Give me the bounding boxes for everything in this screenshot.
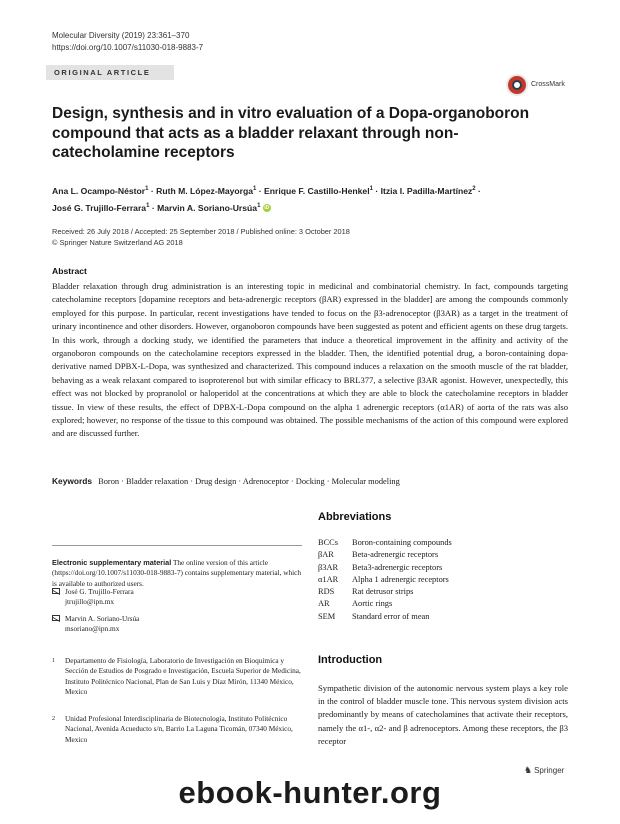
crossmark-icon-inner	[512, 80, 522, 90]
author-separator: ·	[258, 185, 262, 196]
author-separator: ·	[478, 185, 481, 196]
author-name[interactable]: Marvin A. Soriano-Ursúa	[157, 202, 258, 213]
abbreviation-row	[318, 562, 452, 574]
abbreviation-row	[318, 537, 452, 549]
abbreviation-definition: Rat detrusor strips	[352, 587, 414, 597]
contact-email[interactable]: jtrujillo@ipn.mx	[65, 597, 115, 607]
author-list	[52, 182, 572, 216]
abbreviation-term: βAR	[318, 550, 334, 560]
abbreviations-table	[318, 537, 452, 623]
abbreviation-term: α1AR	[318, 574, 339, 584]
author-affil-marker: 1	[253, 186, 257, 192]
abbreviation-term: AR	[318, 599, 330, 609]
orcid-icon[interactable]: iD	[264, 205, 270, 212]
author-line-2	[52, 199, 572, 216]
author-affil-marker: 1	[257, 202, 261, 209]
keywords-text: Boron · Bladder relaxation · Drug design · Adrenoceptor · Docking · Molecular modeling	[98, 477, 400, 486]
abbreviation-definition: Beta-adrenergic receptors	[352, 550, 439, 560]
copyright-line: © Springer Nature Switzerland AG 2018	[52, 238, 183, 247]
abbreviations-heading: Abbreviations	[318, 511, 392, 523]
crossmark-label: CrossMark	[531, 81, 565, 88]
corresponding-author	[52, 587, 302, 608]
journal-header	[52, 30, 203, 54]
journal-citation: Molecular Diversity (2019) 23:361–370	[52, 31, 190, 40]
author-separator: ·	[375, 185, 379, 196]
contact-name: Marvin A. Soriano-Ursúa	[65, 614, 140, 623]
abbreviation-row	[318, 611, 452, 623]
abstract-heading: Abstract	[52, 266, 87, 276]
watermark: ebook-hunter.org	[178, 775, 442, 810]
author-name[interactable]: Ana L. Ocampo-Néstor	[52, 185, 146, 196]
author-name[interactable]: Itzia I. Padilla-Martínez	[380, 185, 473, 196]
author-affil-marker: 1	[369, 186, 373, 192]
article-title: Design, synthesis and in vitro evaluation of a Dopa-organoboron compound that acts as a bladder relaxant through non-catecholamine receptors	[52, 105, 530, 161]
crossmark-badge[interactable]	[506, 72, 586, 100]
affiliation-text: Departamento de Fisiología, Laboratorio de Investigación en Bioquímica y Sección de Estudios de Posgrado e Investigación, Escuela Superior de Medicina, Instituto Politécnico Nacional, Plan de San Luis y Díaz Mirón, 11340 México, Mexico	[65, 656, 301, 697]
footnote-divider	[52, 545, 302, 546]
abbreviation-definition: Alpha 1 adrenergic receptors	[352, 574, 449, 584]
abbreviation-row	[318, 549, 452, 561]
date-history: Received: 26 July 2018 / Accepted: 25 September 2018 / Published online: 3 October 2018	[52, 227, 350, 236]
envelope-icon	[52, 588, 60, 594]
keywords-line	[52, 475, 568, 488]
supplementary-text: The online version of this article (https://doi.org/10.1007/s11030-018-9883-7) contains supplementary material, which is available to authorized users.	[52, 558, 302, 588]
supplementary-label: Electronic supplementary material	[52, 558, 172, 567]
author-affil-marker: 2	[472, 186, 476, 192]
abbreviation-definition: Beta3-adrenergic receptors	[352, 562, 443, 572]
author-separator: ·	[151, 202, 155, 213]
affiliation	[52, 656, 302, 698]
keywords-label: Keywords	[52, 476, 93, 486]
author-line-1	[52, 182, 572, 199]
affiliation-number: 2	[52, 716, 55, 722]
author-affil-marker: 1	[146, 202, 150, 209]
author-name[interactable]: José G. Trujillo-Ferrara	[52, 202, 147, 213]
abbreviation-term: RDS	[318, 587, 335, 597]
publisher-name: Springer	[534, 766, 565, 775]
supplementary-note	[52, 558, 302, 589]
publication-dates	[52, 226, 350, 248]
abbreviation-term: SEM	[318, 611, 336, 621]
author-name[interactable]: Ruth M. López-Mayorga	[156, 185, 254, 196]
contact-name: José G. Trujillo-Ferrara	[65, 587, 134, 596]
abbreviation-definition: Aortic rings	[352, 599, 393, 609]
abbreviation-term: BCCs	[318, 538, 339, 547]
author-affil-marker: 1	[145, 186, 149, 192]
author-separator: ·	[150, 185, 154, 196]
abbreviation-row	[318, 574, 452, 586]
abbreviation-definition: Boron-containing compounds	[352, 538, 452, 547]
affiliation-text: Unidad Profesional Interdisciplinaria de Biotecnología, Instituto Politécnico Nacional, Avenida Acueducto s/n, Barrio La Laguna Ticomán, 07340 México, Mexico	[65, 714, 293, 744]
introduction-heading: Introduction	[318, 654, 383, 666]
author-name[interactable]: Enrique F. Castillo-Henkel	[264, 185, 370, 196]
abbreviation-row	[318, 586, 452, 598]
abbreviation-term: β3AR	[318, 562, 339, 572]
abstract-text: Bladder relaxation through drug administration is an interesting topic in medicinal and combinatorial chemistry. In fact, compounds targeting catecholamine receptors [dopamine receptors and beta-adrenergic receptors (βAR) expressed in the bladder] are among the compounds commonly employed for this purpose. In particular, recent investigations have tended to focus on the β3-adrenoceptor (β3AR) as a target in the treatment of urinary incontinence and other disorders. However, organoboron compounds have been suggested as potent and efficient agents on these drug targets. In this work, through a docking study, we identified the parameters that induce a theoretical improvement in the affinity and activity of the organoboron compounds on the catecholamine receptors expressed in the bladder. Then, the identified potential drug, a boron-containing dopa-derivative named DPBX-L-Dopa, was synthesized and characterized. This compound induces a relaxation on the smooth muscle of the rat bladder, behaving as a weak relaxant compared to isoproterenol but with similar efficacy to BRL377, a selective β3AR agonist. However, unexpectedly, this effect was not blocked by propranolol or haloperidol at the concentrations at which they are able to block the catecholamine receptors in bladder tissue. In view of these results, the effect of DPBX-L-Dopa compound on the alpha 1 adrenergic receptors (α1AR) of aorta of the rats was also explored; however, no response of the tissue to this compound was obtained. The possible mechanisms of the action of this compound were explored and are discussed further.	[52, 281, 568, 439]
doi-link[interactable]: https://doi.org/10.1007/s11030-018-9883-7	[52, 43, 204, 52]
corresponding-author	[52, 614, 302, 635]
contact-email[interactable]: msoriano@ipn.mx	[65, 624, 120, 634]
affiliation	[52, 714, 302, 745]
article-type-badge: ORIGINAL ARTICLE	[46, 65, 174, 80]
springer-horse-icon: ♞	[524, 765, 533, 775]
affiliation-number: 1	[52, 658, 55, 664]
envelope-icon	[52, 615, 60, 621]
abbreviation-definition: Standard error of mean	[352, 611, 430, 621]
abbreviation-row	[318, 598, 452, 610]
introduction-text: Sympathetic division of the autonomic nervous system plays a key role in the control of bladder muscle tone. This nervous system division acts predominantly by means of catecholamines that activate their receptors, namely the α1-, α2- and β adrenoceptors. Among these receptors, the β3 receptor	[318, 683, 568, 746]
